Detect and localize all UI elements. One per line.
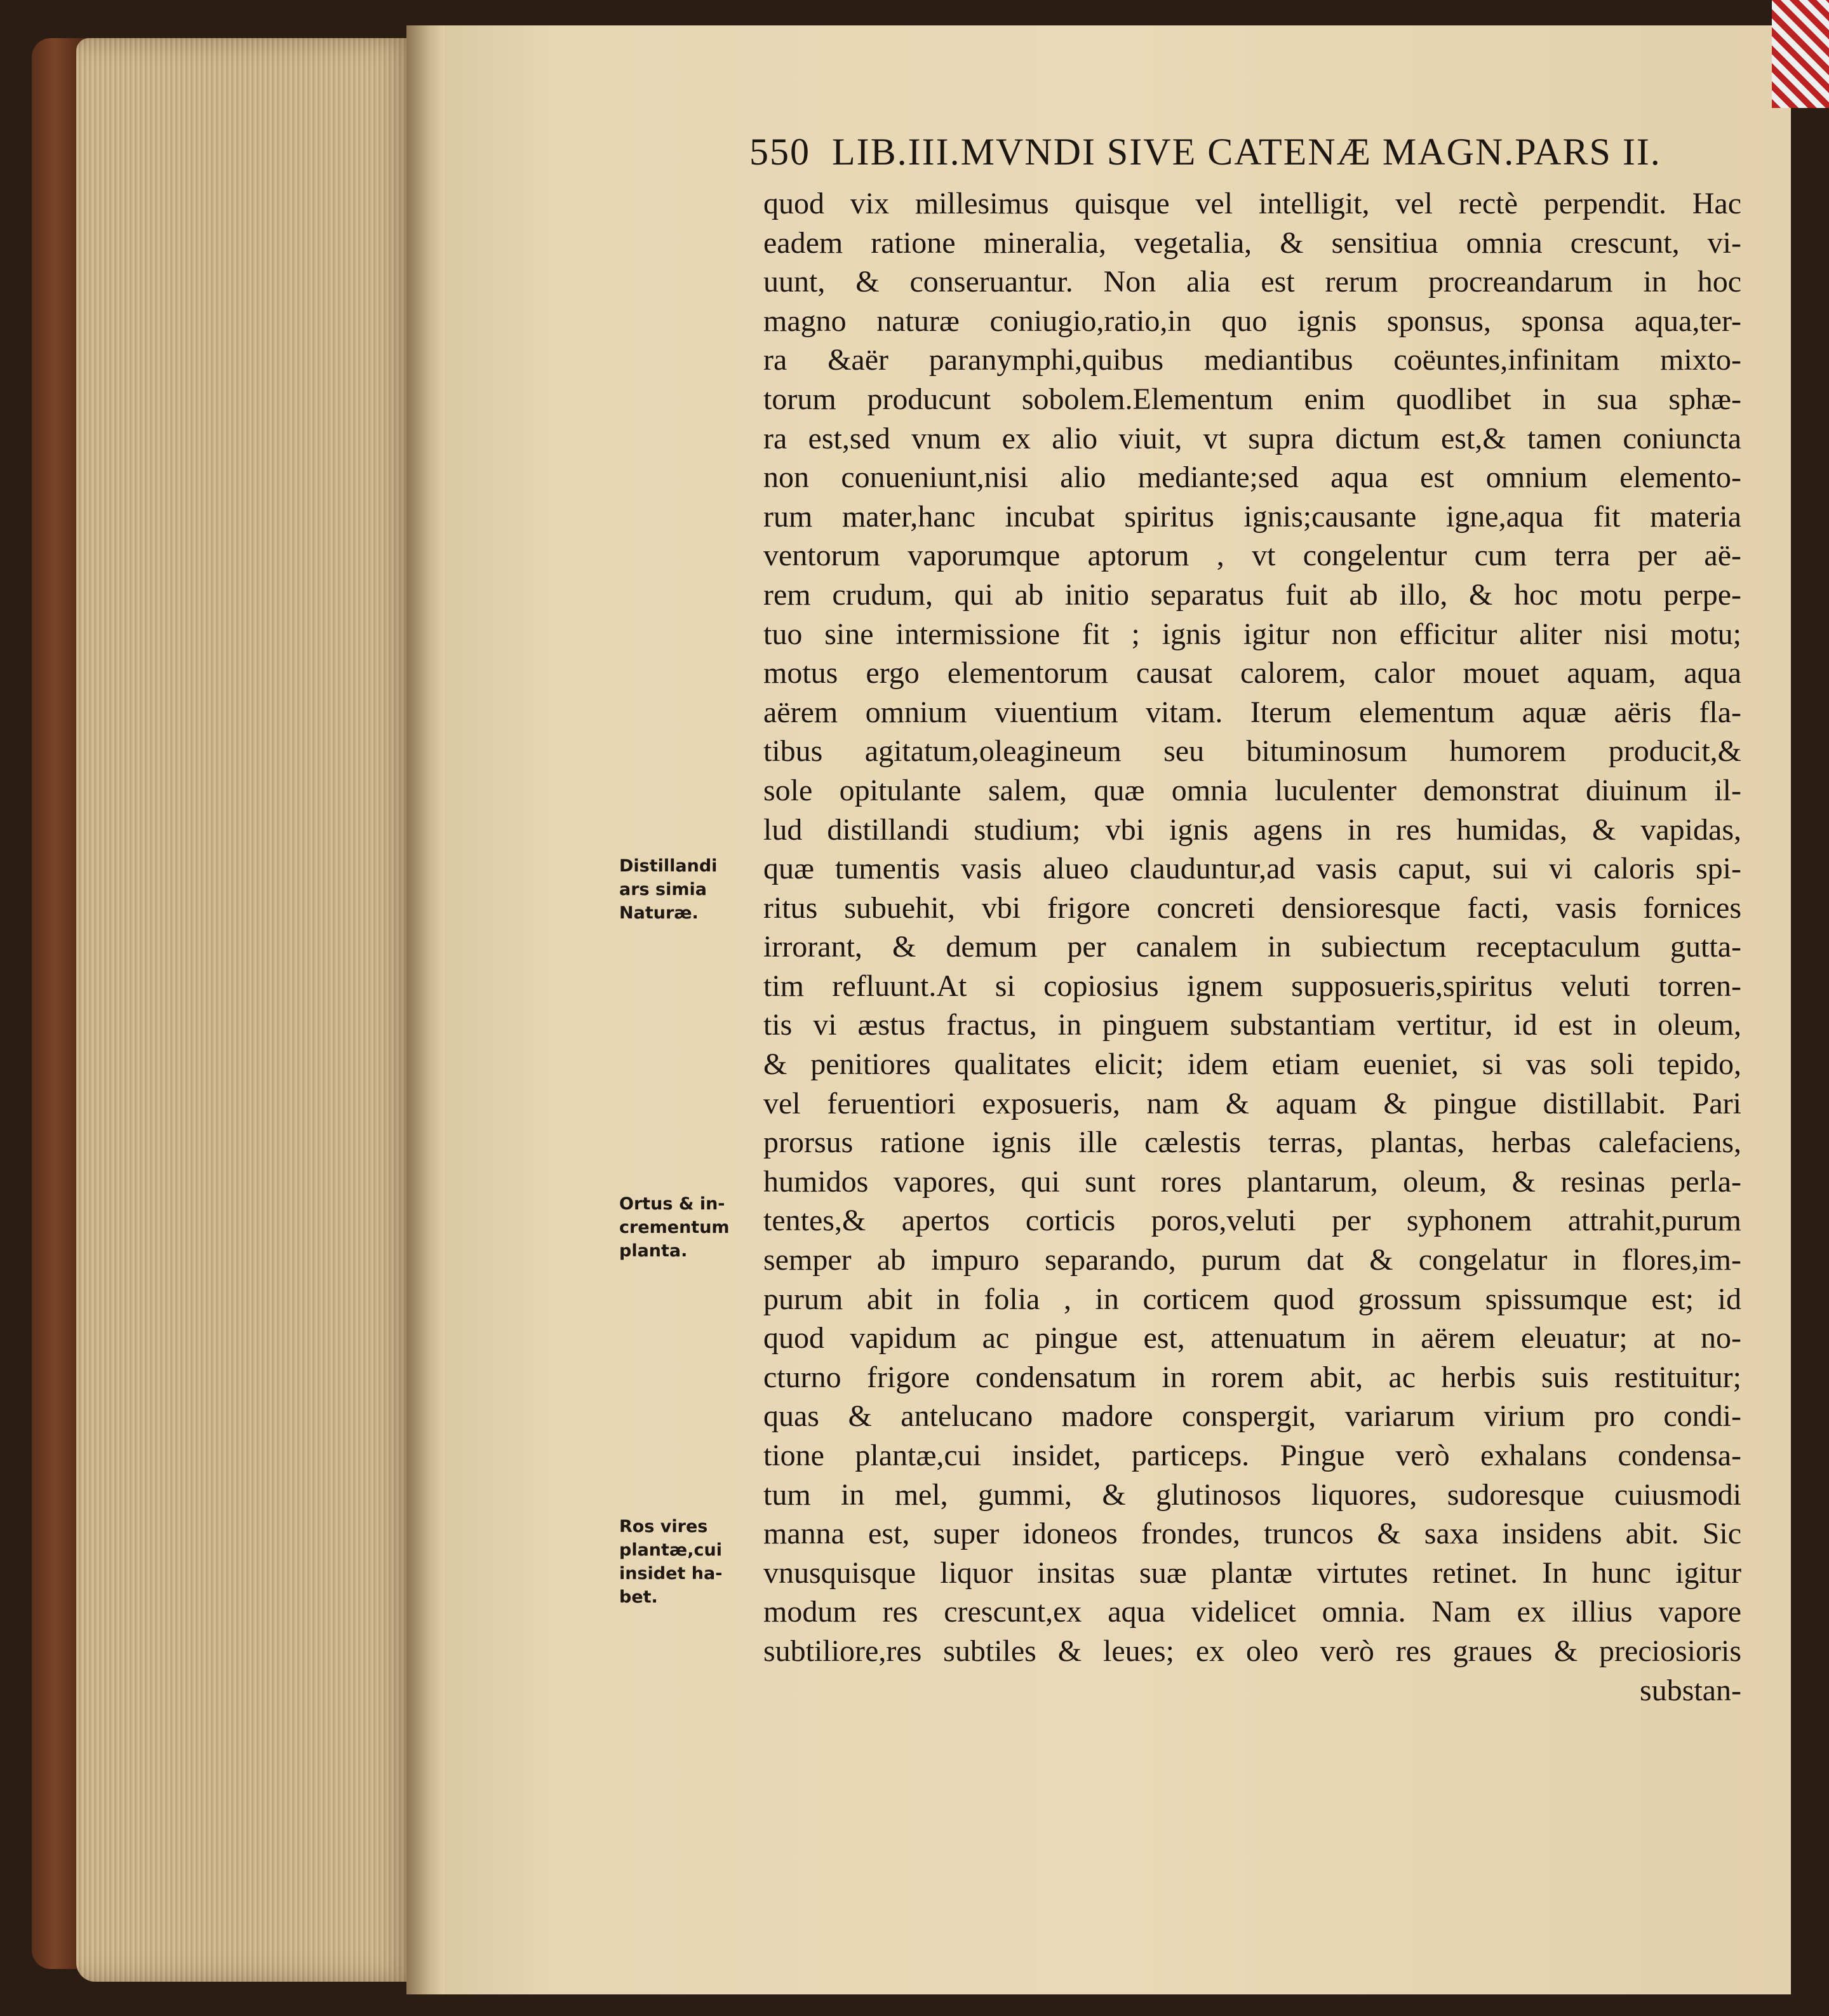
text-line: tentes,& apertos corticis poros,veluti per syphonem attrahit,purum	[763, 1204, 1741, 1238]
text-line: quod vapidum ac pingue est, attenuatum in aërem eleuatur; at no-	[763, 1321, 1741, 1355]
margin-note-line: bet.	[619, 1587, 658, 1607]
text-line: sole opitulante salem, quæ omnia luculenter demonstrat diuinum il-	[763, 773, 1741, 807]
text-line: ventorum vaporumque aptorum , vt congelentur cum terra per aë-	[763, 539, 1741, 573]
page-block-edges	[76, 38, 419, 1982]
bookmark-ribbon	[1772, 0, 1829, 108]
margin-note-line: insidet ha-	[619, 1564, 723, 1583]
margin-note-line: ars simia	[619, 880, 707, 899]
text-line: motus ergo elementorum causat calorem, calor mouet aquam, aqua	[763, 656, 1741, 690]
text-line: irrorant, & demum per canalem in subiectum receptaculum gutta-	[763, 930, 1741, 964]
page-gutter	[406, 25, 445, 1994]
text-line: ritus subuehit, vbi frigore concreti densioresque facti, vasis fornices	[763, 890, 1741, 925]
page-number: 550	[749, 131, 810, 173]
text-line: eadem ratione mineralia, vegetalia, & sensitiua omnia crescunt, vi-	[763, 225, 1741, 260]
text-line: ra est,sed vnum ex alio viuit, vt supra dictum est,& tamen coniuncta	[763, 421, 1741, 455]
text-line: rem crudum, qui ab initio separatus fuit ab illo, & hoc motu perpe-	[763, 577, 1741, 612]
body-text	[763, 184, 1741, 1710]
text-line: modum res crescunt,ex aqua videlicet omnia. Nam ex illius vapore	[763, 1595, 1741, 1629]
text-line: cturno frigore condensatum in rorem abit, ac herbis suis restituitur;	[763, 1360, 1741, 1394]
text-line: vel feruentiori exposueris, nam & aquam & pingue distillabit. Pari	[763, 1086, 1741, 1120]
text-line: tum in mel, gummi, & glutinosos liquores, sudoresque cuiusmodi	[763, 1477, 1741, 1512]
margin-note-line: planta.	[619, 1241, 688, 1261]
text-line: tibus agitatum,oleagineum seu bituminosum humorem producit,&	[763, 734, 1741, 769]
margin-note-distillandi	[619, 854, 765, 925]
text-line: tim refluunt.At si copiosius ignem supposueris,spiritus veluti torren-	[763, 969, 1741, 1003]
margin-note-ortus	[619, 1192, 765, 1263]
running-title: LIB.III.MVNDI SIVE CATENÆ MAGN.PARS II.	[832, 131, 1661, 173]
text-line: quæ tumentis vasis alueo clauduntur,ad vasis caput, sui vi caloris spi-	[763, 852, 1741, 886]
text-line: uunt, & conseruantur. Non alia est rerum procreandarum in hoc	[763, 265, 1741, 299]
text-line: purum abit in folia , in corticem quod grossum spissumque est; id	[763, 1282, 1741, 1316]
catchword: substan-	[1640, 1673, 1741, 1707]
text-line: & penitiores qualitates elicit; idem etiam eueniet, si vas soli tepido,	[763, 1047, 1741, 1082]
text-line: humidos vapores, qui sunt rores plantarum, oleum, & resinas perla-	[763, 1164, 1741, 1199]
text-line: non conueniunt,nisi alio mediante;sed aqua est omnium elemento-	[763, 460, 1741, 495]
text-line: ra &aër paranymphi,quibus mediantibus coëuntes,infinitam mixto-	[763, 343, 1741, 377]
text-line: torum producunt sobolem.Elementum enim quodlibet in sua sphæ-	[763, 382, 1741, 416]
text-line: quod vix millesimus quisque vel intelligit, vel rectè perpendit. Hac	[763, 187, 1741, 220]
text-line: manna est, super idoneos frondes, truncos & saxa insidens abit. Sic	[763, 1517, 1741, 1551]
margin-note-ros	[619, 1515, 765, 1609]
margin-note-line: Ortus & in-	[619, 1194, 725, 1214]
running-head	[749, 130, 1740, 174]
text-line: semper ab impuro separando, purum dat & congelatur in flores,im-	[763, 1243, 1741, 1277]
margin-note-line: Naturæ.	[619, 903, 699, 923]
text-line: magno naturæ coniugio,ratio,in quo ignis sponsus, sponsa aqua,ter-	[763, 304, 1741, 338]
text-line: quas & antelucano madore conspergit, variarum virium pro condi-	[763, 1399, 1741, 1434]
text-line: lud distillandi studium; vbi ignis agens in res humidas, & vapidas,	[763, 812, 1741, 847]
text-line: vnusquisque liquor insitas suæ plantæ virtutes retinet. In hunc igitur	[763, 1556, 1741, 1590]
text-line: prorsus ratione ignis ille cælestis terras, plantas, herbas calefaciens,	[763, 1126, 1741, 1160]
margin-note-line: crementum	[619, 1218, 730, 1237]
text-line: rum mater,hanc incubat spiritus ignis;causante igne,aqua fit materia	[763, 499, 1741, 534]
text-line: subtiliore,res subtiles & leues; ex oleo verò res graues & preciosioris	[763, 1634, 1741, 1668]
text-line: tuo sine intermissione fit ; ignis igitur non efficitur aliter nisi motu;	[763, 617, 1741, 651]
text-line: aërem omnium viuentium vitam. Iterum elementum aquæ aëris fla-	[763, 695, 1741, 729]
text-line: tis vi æstus fractus, in pinguem substantiam vertitur, id est in oleum,	[763, 1008, 1741, 1042]
text-line: tione plantæ,cui insidet, particeps. Pingue verò exhalans condensa-	[763, 1439, 1741, 1472]
margin-note-line: Distillandi	[619, 856, 718, 876]
margin-note-line: Ros vires	[619, 1517, 708, 1536]
margin-note-line: plantæ,cui	[619, 1540, 722, 1560]
